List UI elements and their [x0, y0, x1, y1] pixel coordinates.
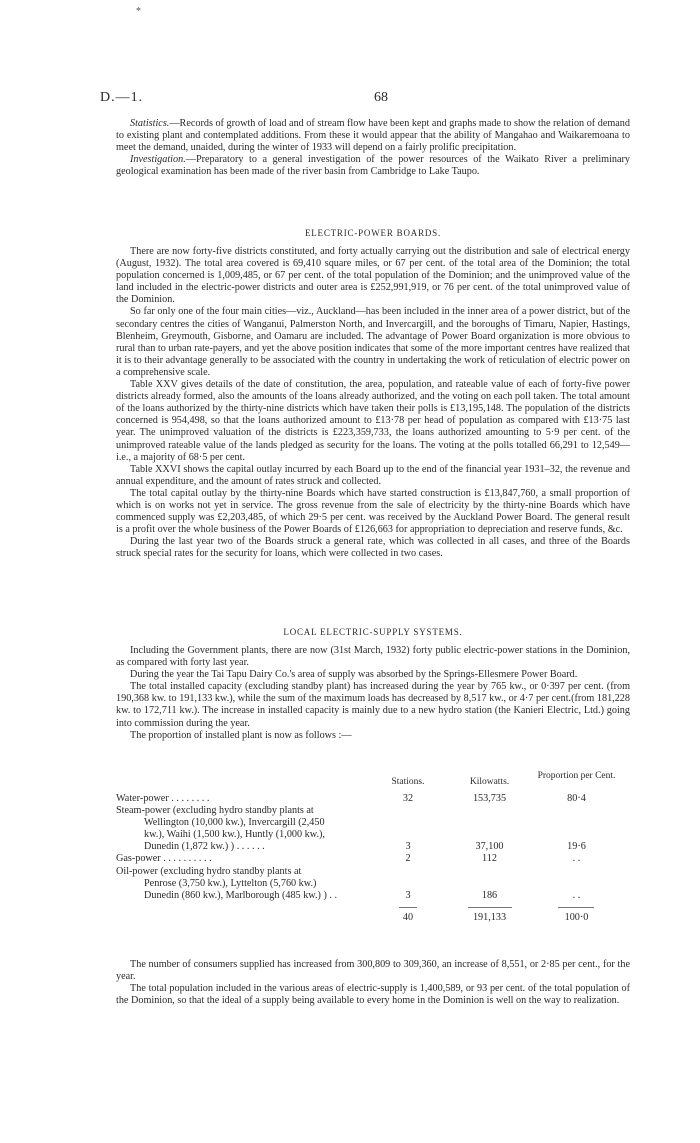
kilowatts-cell: 153,735	[472, 793, 507, 804]
table-totals-row	[116, 902, 636, 924]
investigation-text: —Preparatory to a general investigation of the power resources of the Waikato River a preliminary geological examination has been made of the river basin from Cambridge to Lake Taupo.	[116, 154, 630, 178]
row-label-line: Dunedin (1,872 kw.) ) . . . . . .	[144, 841, 265, 853]
paragraph: Table XXV gives details of the date of constitution, the area, population, and rateable value of each of forty-five power districts already formed, also the amounts of the loans already authorized, and the voting on each poll taken. The total amount of the loans authorized by the thirty-nine districts which have taken their polls is £13,195,148. The population of the districts concerned is 954,498, so that the loans authorized amount to £13·78 per head of population as compared with £13·75 last year. The unimproved valuation of the districts is £223,359,733, the loans authorized amounting to 5·9 per cent. of the unimproved rateable value of the lands pledged as security for the loans. The voting at the polls totalled 66,291 to 12,549—i.e., a majority of 68·5 per cent.	[116, 379, 630, 463]
table-row-oil-power	[116, 866, 636, 902]
paragraph: During the last year two of the Boards struck a general rate, which was collected in all cases, and three of the Boards struck special rates for the security for loans, which were collected in two cases.	[116, 536, 630, 560]
statistics-text: —Records of growth of load and of stream flow have been kept and graphs made to show the relation of demand to existing plant and contemplated additions. From these it would appear that the ability of Mangahao and Waikaremoana to meet the demand, unaided, during the winter of 1933 will depend on a fairly prolific precipitation.	[116, 118, 630, 154]
paragraph: Table XXVI shows the capital outlay incurred by each Board up to the end of the financial year 1931–32, the revenue and annual expenditure, and the amount of rates struck and collected.	[116, 463, 630, 487]
row-label-line: Gas-power . . . . . . . . . .	[116, 853, 212, 865]
stations-cell: 2	[405, 853, 411, 865]
total-stations: 40	[402, 911, 414, 923]
column-header-proportion: Proportion per Cent.	[537, 771, 616, 781]
table-header	[116, 767, 636, 793]
row-label-line: kw.), Waihi (1,500 kw.), Huntly (1,000 kw.),	[144, 829, 325, 841]
statistics-paragraph	[116, 118, 630, 154]
paragraph: There are now forty-five districts constituted, and forty actually carrying out the distribution and sale of electrical energy (August, 1932). The total area covered is 69,410 square miles, or 67 per cent. of the total area of the Dominion; the total population concerned is 1,009,485, or 67 per cent. of the total population of the Dominion; and the unimproved value of the land included in the electric-power districts and outer area is £252,991,919, or 76 per cent. of the total unimproved value of the Dominion.	[116, 246, 630, 306]
section-heading-local-supply: LOCAL ELECTRIC-SUPPLY SYSTEMS.	[283, 627, 463, 637]
paragraph: So far only one of the four main cities—viz., Auckland—has been included in the inner area of a power district, but of the secondary centres the cities of Wanganui, Palmerston North, and Invercargill, and the boroughs of Timaru, Napier, Hastings, Blenheim, Greymouth, Gisborne, and Oamaru are included. The advantage of Power Board organization is more obvious to rural than to urban rate-payers, and yet the above position indicates that some of the more important centres have realized that it is to their advantage generally to be associated with the country in undertaking the work of reticulation of electric power on a comprehensive scale.	[116, 306, 630, 378]
investigation-paragraph	[116, 154, 630, 178]
paragraph: During the year the Tai Tapu Dairy Co.'s area of supply was absorbed by the Springs-Ellesmere Power Board.	[130, 669, 578, 681]
section-heading-power-boards: ELECTRIC-POWER BOARDS.	[304, 228, 442, 238]
total-kilowatts: 191,133	[472, 911, 507, 923]
closing-block	[116, 959, 630, 1007]
kilowatts-cell: 186	[481, 889, 498, 901]
table-row-water-power	[116, 793, 636, 805]
row-label-line: Dunedin (860 kw.), Marlborough (485 kw.) ) . .	[144, 889, 338, 901]
total-proportion: 100·0	[564, 911, 589, 923]
paragraph: Including the Government plants, there are now (31st March, 1932) forty public electric-power stations in the Dominion, as compared with forty last year.	[116, 645, 630, 669]
power-boards-body	[116, 246, 630, 560]
table-row-gas-power	[116, 853, 636, 865]
total-rule	[399, 907, 417, 908]
column-header-kilowatts: Kilowatts.	[469, 777, 510, 787]
stations-cell: 3	[405, 841, 411, 853]
total-rule	[468, 907, 512, 908]
column-header-stations: Stations.	[391, 777, 425, 787]
page-number: 68	[374, 90, 388, 105]
proportion-cell: 19·6	[567, 841, 586, 853]
kilowatts-cell: 112	[482, 853, 497, 865]
table-row-steam-power	[116, 805, 636, 853]
row-label-line: Wellington (10,000 kw.), Invercargill (2,450	[144, 817, 325, 829]
paragraph: The proportion of installed plant is now as follows :—	[130, 729, 352, 741]
stations-cell: 32	[402, 793, 414, 804]
top-mark: *	[136, 6, 141, 17]
kilowatts-cell: 37,100	[475, 841, 504, 853]
proportion-cell: 80·4	[567, 793, 586, 804]
paragraph: The total population included in the various areas of electric-supply is 1,400,589, or 93 per cent. of the total population of the Dominion, so that the ideal of a supply being available to every home in the Dominion is well on the way to realization.	[116, 983, 630, 1007]
row-label-line: Penrose (3,750 kw.), Lyttelton (5,760 kw.)	[144, 877, 317, 889]
paragraph: The total capital outlay by the thirty-nine Boards which have started construction is £13,847,760, a small proportion of which is on works not yet in service. The gross revenue from the sale of electricity by the thirty-nine Boards which have commenced supply was £2,203,485, of which 29·5 per cent. was received by the Auckland Power Board. The general result is a profit over the whole business of the Power Boards of £126,663 for appropriation to depreciation and reserve funds, &c.	[116, 487, 630, 536]
row-label-line: Water-power . . . . . . . .	[116, 793, 210, 804]
document-reference: D.—1.	[100, 90, 144, 105]
statistics-label: Statistics.	[130, 118, 170, 129]
row-label-line: Steam-power (excluding hydro standby plants at	[116, 805, 314, 817]
row-label-line: Oil-power (excluding hydro standby plants at	[116, 865, 302, 877]
total-rule	[558, 907, 594, 908]
local-supply-body	[116, 645, 630, 742]
proportion-cell: . .	[572, 853, 581, 865]
stations-cell: 3	[405, 889, 411, 901]
investigation-label: Investigation.	[130, 154, 186, 166]
paragraph: The number of consumers supplied has increased from 300,809 to 309,360, an increase of 8,551, or 2·85 per cent., for the year.	[116, 959, 630, 983]
paragraph: The total installed capacity (excluding standby plant) has increased during the year by 765 kw., or 0·397 per cent. (from 190,368 kw. to 191,133 kw.), while the sum of the maximum loads has decreased by 8,517 kw., or 4·7 per cent.(from 181,228 kw. to 172,711 kw.). The increase in installed capacity is mainly due to a new hydro station (the Kanieri Electric, Ltd.) going into commission during the year.	[116, 681, 630, 729]
proportion-cell: . .	[572, 889, 581, 901]
intro-block	[116, 118, 630, 178]
installed-plant-table	[116, 767, 636, 924]
